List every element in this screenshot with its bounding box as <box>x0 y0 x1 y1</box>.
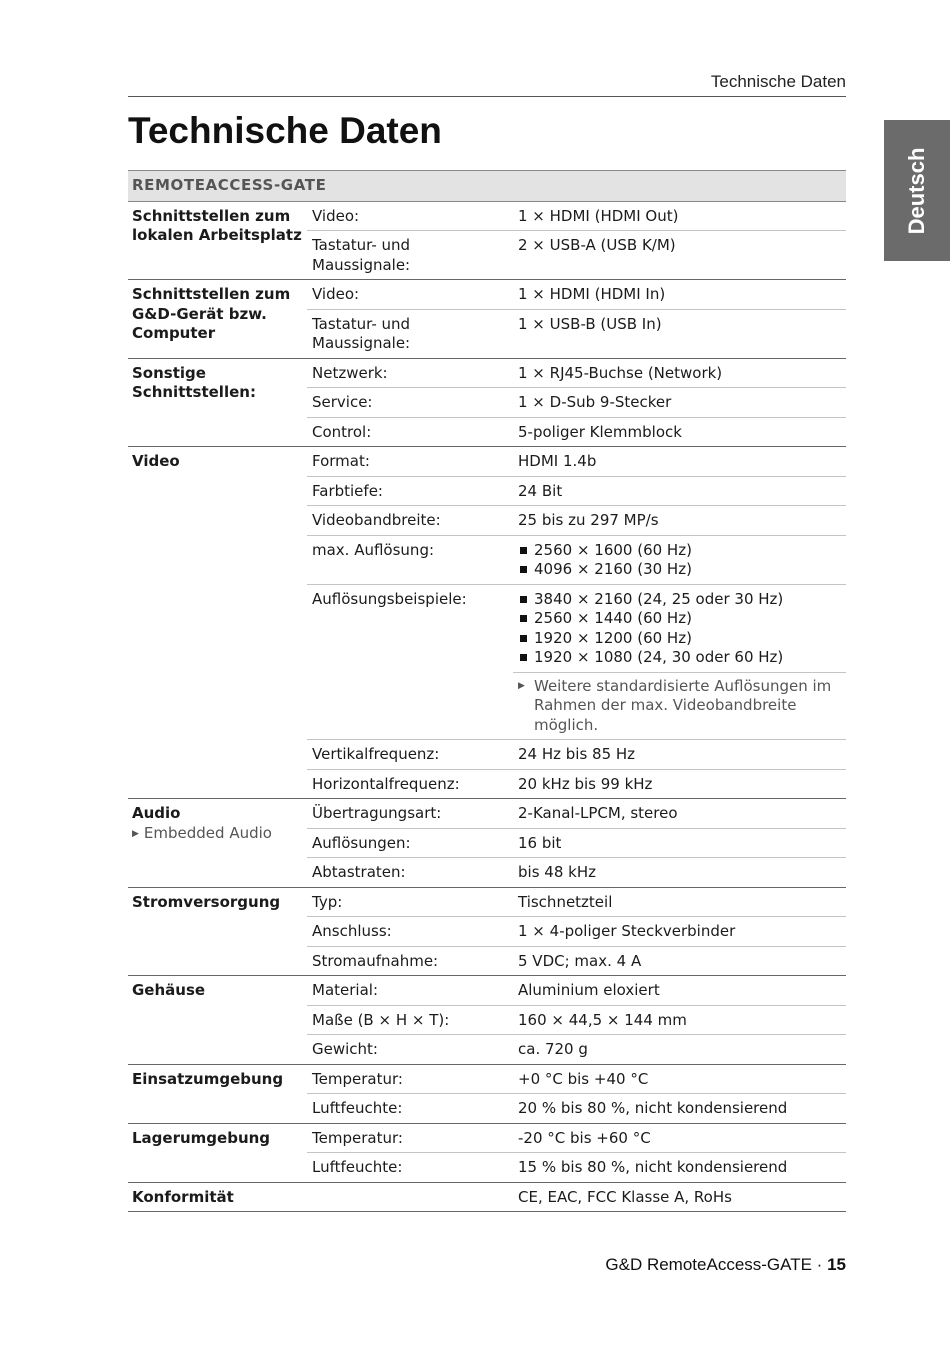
table-row <box>128 280 846 310</box>
group-label: Stromversorgung <box>132 892 281 911</box>
spec-value: 1 × HDMI (HDMI Out) <box>513 201 846 231</box>
spec-key: Auflösungsbeispiele: <box>307 584 513 740</box>
triangle-bullet-icon: ▶ <box>132 828 139 839</box>
running-head <box>128 70 846 97</box>
list-item: 4096 × 2160 (30 Hz) <box>518 560 841 580</box>
spec-key: Control: <box>307 417 513 447</box>
spec-value: bis 48 kHz <box>513 858 846 888</box>
spec-value: 1 × 4-poliger Steckverbinder <box>513 917 846 947</box>
spec-key: Typ: <box>307 887 513 917</box>
value-list <box>518 541 841 580</box>
spec-key: Netzwerk: <box>307 358 513 388</box>
group-label-cell <box>128 887 307 976</box>
spec-key: Temperatur: <box>307 1064 513 1094</box>
spec-key <box>307 1182 513 1212</box>
group-label-cell <box>128 1123 307 1182</box>
spec-key: Abtastraten: <box>307 858 513 888</box>
value-list <box>513 585 846 673</box>
spec-value: 25 bis zu 297 MP/s <box>513 506 846 536</box>
spec-value: 24 Hz bis 85 Hz <box>513 740 846 770</box>
table-row <box>128 1182 846 1212</box>
group-label: Konformität <box>132 1187 234 1206</box>
group-label: Video <box>132 452 180 470</box>
list-item: 1920 × 1080 (24, 30 oder 60 Hz) <box>518 648 841 668</box>
spec-key: Tastatur- und Maussignale: <box>307 309 513 358</box>
spec-key: Tastatur- und Maussignale: <box>307 231 513 280</box>
table-row <box>128 201 846 231</box>
group-sublabel-text: Embedded Audio <box>143 823 272 842</box>
footer-text: G&D RemoteAccess-GATE · <box>605 1255 828 1274</box>
spec-table <box>128 170 846 1212</box>
value-note-text: Weitere standardisierte Auflösungen im Rahmen der max. Videobandbreite möglich. <box>534 676 832 734</box>
spec-value: 5-poliger Klemmblock <box>513 417 846 447</box>
group-label: Lagerumgebung <box>132 1128 271 1147</box>
spec-key: Farbtiefe: <box>307 476 513 506</box>
spec-key: Temperatur: <box>307 1123 513 1153</box>
list-item: 3840 × 2160 (24, 25 oder 30 Hz) <box>518 590 841 610</box>
list-item: 2560 × 1440 (60 Hz) <box>518 609 841 629</box>
spec-value: 1 × USB-B (USB In) <box>513 309 846 358</box>
group-label: Einsatzumgebung <box>132 1069 284 1088</box>
spec-value: 5 VDC; max. 4 A <box>513 946 846 976</box>
spec-value <box>513 535 846 584</box>
language-tab <box>884 120 950 261</box>
page-number: 15 <box>827 1255 846 1274</box>
table-row <box>128 887 846 917</box>
spec-value: 15 % bis 80 %, nicht kondensierend <box>513 1153 846 1183</box>
group-label-cell <box>128 280 307 359</box>
spec-value: 2-Kanal-LPCM, stereo <box>513 799 846 829</box>
group-label: Schnittstellen zum lokalen Arbeitsplatz <box>132 206 302 244</box>
spec-key: Gewicht: <box>307 1035 513 1065</box>
spec-value: 1 × RJ45-Buchse (Network) <box>513 358 846 388</box>
spec-value: Aluminium eloxiert <box>513 976 846 1006</box>
spec-key: Format: <box>307 447 513 477</box>
spec-key: Horizontalfrequenz: <box>307 769 513 799</box>
spec-key: Luftfeuchte: <box>307 1094 513 1124</box>
list-item: 2560 × 1600 (60 Hz) <box>518 541 841 561</box>
spec-value: 160 × 44,5 × 144 mm <box>513 1005 846 1035</box>
group-label: Sonstige Schnittstellen: <box>132 363 256 401</box>
page-title: Technische Daten <box>128 110 442 151</box>
spec-value: -20 °C bis +60 °C <box>513 1123 846 1153</box>
spec-key: Anschluss: <box>307 917 513 947</box>
table-row <box>128 447 846 477</box>
group-label: Audio <box>132 804 181 822</box>
table-row <box>128 358 846 388</box>
spec-value: 24 Bit <box>513 476 846 506</box>
language-tab-label: Deutsch <box>904 147 929 234</box>
table-row <box>128 1123 846 1153</box>
spec-key: Luftfeuchte: <box>307 1153 513 1183</box>
spec-value: 2 × USB-A (USB K/M) <box>513 231 846 280</box>
group-label-cell <box>128 447 307 799</box>
group-label-cell <box>128 358 307 447</box>
spec-key: Video: <box>307 201 513 231</box>
spec-value <box>513 584 846 740</box>
group-label-cell <box>128 976 307 1065</box>
group-label: Gehäuse <box>132 981 206 999</box>
spec-body <box>128 201 846 1212</box>
spec-key: Übertragungsart: <box>307 799 513 829</box>
table-row <box>128 799 846 829</box>
group-sublabel <box>132 824 302 845</box>
group-label: Schnittstellen zum G&D-Gerät bzw. Computer <box>132 285 291 342</box>
page-footer <box>605 1255 846 1275</box>
value-note <box>518 677 841 736</box>
spec-key: Video: <box>307 280 513 310</box>
spec-key: Maße (B × H × T): <box>307 1005 513 1035</box>
spec-value: 1 × D-Sub 9-Stecker <box>513 388 846 418</box>
table-row <box>128 1064 846 1094</box>
spec-value: 20 kHz bis 99 kHz <box>513 769 846 799</box>
spec-value: ca. 720 g <box>513 1035 846 1065</box>
list-item: 1920 × 1200 (60 Hz) <box>518 629 841 649</box>
group-label-cell <box>128 201 307 280</box>
table-header: REMOTEACCESS-GATE <box>128 171 846 202</box>
running-head-text: Technische Daten <box>710 72 846 91</box>
spec-key: Videobandbreite: <box>307 506 513 536</box>
spec-value: 20 % bis 80 %, nicht kondensierend <box>513 1094 846 1124</box>
spec-key: Auflösungen: <box>307 828 513 858</box>
group-label-cell <box>128 799 307 888</box>
spec-key: max. Auflösung: <box>307 535 513 584</box>
spec-key: Material: <box>307 976 513 1006</box>
spec-value: Tischnetzteil <box>513 887 846 917</box>
group-label-cell <box>128 1064 307 1123</box>
group-label-cell <box>128 1182 307 1212</box>
spec-value: HDMI 1.4b <box>513 447 846 477</box>
spec-value: 1 × HDMI (HDMI In) <box>513 280 846 310</box>
spec-value: +0 °C bis +40 °C <box>513 1064 846 1094</box>
table-row <box>128 976 846 1006</box>
spec-key: Stromaufnahme: <box>307 946 513 976</box>
spec-key: Service: <box>307 388 513 418</box>
spec-key: Vertikalfrequenz: <box>307 740 513 770</box>
triangle-bullet-icon: ▶ <box>518 680 525 691</box>
spec-value: CE, EAC, FCC Klasse A, RoHs <box>513 1182 846 1212</box>
spec-value: 16 bit <box>513 828 846 858</box>
